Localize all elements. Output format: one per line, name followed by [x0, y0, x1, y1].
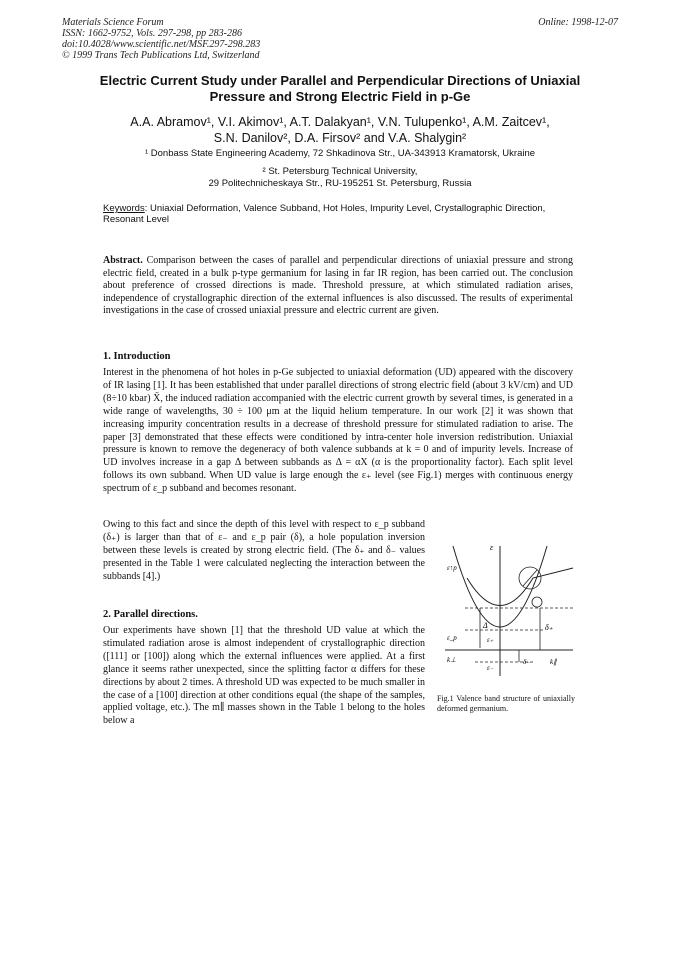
- resonant-level-circle: [532, 597, 542, 607]
- keywords: [103, 203, 573, 225]
- affiliation-1: ¹ Donbass State Engineering Academy, 72 Shkadinova Str., UA-343913 Kramatorsk, Ukraine: [144, 148, 536, 159]
- eps-plus-label: ε₊: [487, 636, 494, 644]
- author-list: [95, 114, 585, 146]
- author-line-1: A.A. Abramov¹, V.I. Akimov¹, A.T. Dalakyan¹, V.N. Tulupenko¹, A.M. Zaitcev¹,: [130, 115, 550, 129]
- section-2-heading: 2. Parallel directions.: [103, 609, 198, 620]
- delta-plus-label: δ₊: [545, 623, 553, 632]
- online-date: Online: 1998-12-07: [538, 17, 618, 28]
- paper-title: Electric Current Study under Parallel and Perpendicular Directions of Uniaxial Pressure and Strong Electric Field in p-Ge: [99, 73, 581, 104]
- copyright-line: © 1999 Trans Tech Publications Ltd, Switzerland: [62, 50, 260, 61]
- issn-line: ISSN: 1662-9752, Vols. 297-298, pp 283-286: [62, 28, 242, 39]
- page-header: [62, 17, 618, 61]
- affiliation-2: [90, 166, 590, 190]
- band-structure-diagram: [445, 538, 575, 688]
- eps-label: ε: [490, 543, 494, 552]
- k-par-label: k∥: [550, 658, 557, 666]
- section-2-paragraph-1: Our experiments have shown [1] that the threshold UD value at which the stimulated radiation arose is almost independent of crystallographic direction ([111] or [100]) along which the external influences were applied. At a first glance it seems rather unexpected, since the splitting factor α differs for these directions by about 2 times. A threshold UD was expected to be much smaller in the case of a [100] direction at other conditions equal (the shape of the samples, applied voltage, etc.). The m∥ masses shown in the Table 1 belong to the holes below a: [103, 625, 425, 727]
- figure-caption: Fig.1 Valence band structure of uniaxially deformed germanium.: [437, 694, 575, 713]
- section-1-heading: 1. Introduction: [103, 351, 171, 362]
- keywords-label: Keywords: [103, 203, 145, 214]
- delta-label: Δ: [483, 621, 488, 630]
- abstract-label: Abstract.: [103, 255, 143, 266]
- section-1-paragraph-2: Owing to this fact and since the depth of this level with respect to ε_p subband (δ₊) is larger than that of ε₋ and ε_p pair (δ), a hole population inversion between these levels is created by strong electric field. (The δ₊ and δ₋ values presented in the Table 1 were calculated neglecting the interaction between the subbands [4].): [103, 519, 425, 582]
- k-perp-label: k⊥: [447, 656, 457, 664]
- section-1-paragraph-1: Interest in the phenomena of hot holes in p-Ge subjected to uniaxial deformation (UD) appeared with the discovery of IR lasing [1]. It has been established that under parallel directions of strong electric field (about 3 kV/cm) and UD (8÷10 kbar) X̄, the induced radiation accompanied with the electric current growth by several times, is generated in a wide range of wavelengths, 30 ÷ 100 μm at the liquid helium temperature. In our work [2] it was shown that increasing impurity concentration results in a decrease of threshold pressure for stimulated radiation to arise. The paper [3] demonstrated that these effects were conditioned by intra-center hole inversion redistribution. Uniaxial pressure is known to remove the degeneracy of both valence subbands at k = 0 and of impurity levels. Increase of UD involves increase in a gap Δ between subbands as Δ = αX (α is the proportionality factor). Each split level follows its own subband. When UD value is large enough the ε₊ level (see Fig.1) merges with continuous energy spectrum of ε_p subband and becomes resonant.: [103, 367, 573, 495]
- eps-p-label: ε_p: [447, 634, 457, 642]
- eps-p-top-label: ε↑p: [447, 564, 457, 572]
- affiliation-2-line-1: ² St. Petersburg Technical University,: [262, 166, 418, 177]
- band-structure-figure: [445, 538, 575, 688]
- abstract: [103, 255, 573, 318]
- eps-minus-label: ε₋: [487, 664, 494, 672]
- affiliation-2-line-2: 29 Politechnicheskaya Str., RU-195251 St. Petersburg, Russia: [208, 178, 472, 189]
- delta-minus-label: δ₋: [523, 658, 530, 666]
- doi-link[interactable]: doi:10.4028/www.scientific.net/MSF.297-298.283: [62, 39, 261, 50]
- keywords-text: : Uniaxial Deformation, Valence Subband, Hot Holes, Impurity Level, Crystallographic Direction, Resonant Level: [103, 203, 546, 225]
- abstract-text: Comparison between the cases of parallel and perpendicular directions of uniaxial pressure and strong electric field, created in a bulk p-type germanium for lasing in far IR region, has been carried out. The conclusion about preference of crossed directions is made. Threshold pressure, at which stimulated radiation arises, independence of crystallographic direction of the external influences is also discussed. The results of experimental investigations in the case of crossed uniaxial pressure and electric current are given.: [103, 255, 573, 316]
- journal-name: Materials Science Forum: [62, 17, 164, 28]
- author-line-2: S.N. Danilov², D.A. Firsov² and V.A. Shalygin²: [213, 131, 467, 145]
